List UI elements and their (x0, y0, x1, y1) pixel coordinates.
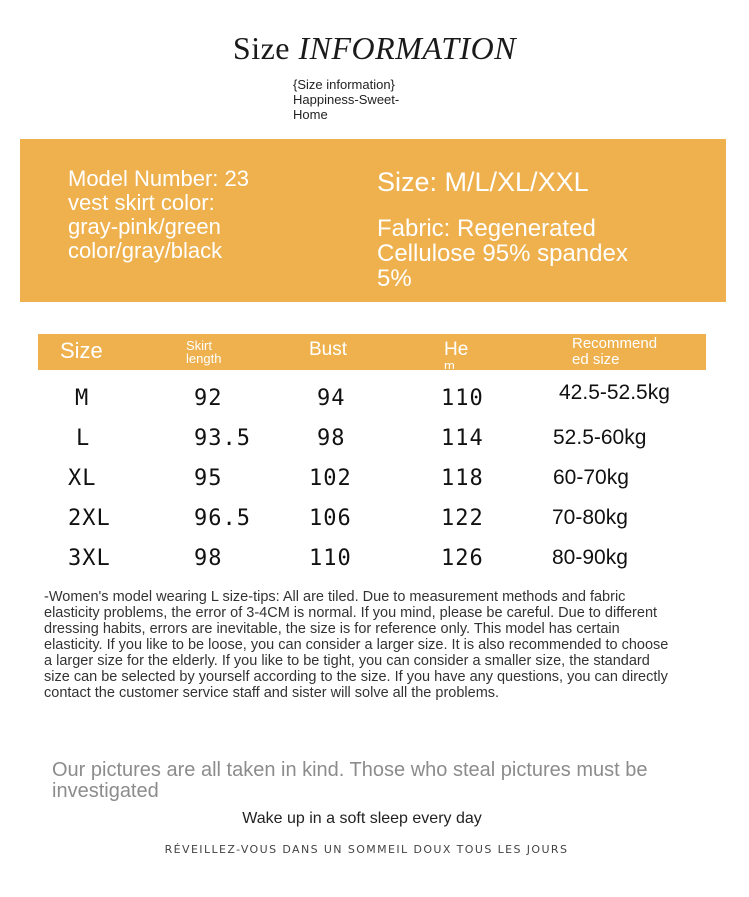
note-line: -Women's model wearing L size-tips: All are tiled. Due to measurement methods and fabric (44, 589, 626, 605)
model-line: Model Number: 23 (68, 166, 249, 191)
anti-theft-warning (52, 760, 712, 802)
cell-hem: 110 (441, 386, 484, 411)
cell-hem: 114 (441, 426, 484, 451)
title-size: Size (232, 30, 290, 66)
table-row (0, 381, 749, 426)
title-information: INFORMATION (298, 30, 517, 66)
header-skirt-line2: length (186, 351, 222, 366)
cell-bust: 110 (309, 546, 352, 571)
table-row (0, 466, 749, 506)
size-table-header (38, 334, 706, 370)
french-tagline: RÉVEILLEZ-VOUS DANS UN SOMMEIL DOUX TOUS LES JOURS (164, 843, 569, 856)
note-line: contact the customer service staff and sister will solve all the problems. (44, 685, 500, 701)
header-skirt-line1: Skirt (186, 338, 212, 353)
warning-line: investigated (52, 780, 159, 802)
cell-bust: 94 (317, 386, 346, 411)
cell-hem: 126 (441, 546, 484, 571)
warning-line: Our pictures are all taken in kind. Those who steal pictures must be (52, 759, 648, 781)
cell-bust: 106 (309, 506, 352, 531)
cell-size: L (76, 426, 91, 451)
product-info-banner (20, 139, 726, 302)
table-row (0, 546, 749, 586)
note-line: elasticity. If you like to be loose, you can consider a larger size. It is also recommended to choose (44, 637, 669, 653)
subtitle-line: Home (293, 107, 328, 122)
model-line: color/gray/black (68, 238, 223, 263)
header-skirt-length (186, 339, 221, 365)
cell-hem: 122 (441, 506, 484, 531)
cell-weight: 80-90kg (552, 546, 628, 569)
cell-size: 2XL (68, 506, 111, 531)
page-title (0, 30, 749, 67)
fabric-line: 5% (377, 265, 412, 292)
model-line: gray-pink/green (68, 214, 221, 239)
cell-weight: 60-70kg (553, 466, 629, 489)
model-info (68, 167, 308, 263)
header-recommend-line1: Recommend (572, 335, 658, 352)
note-line: size can be selected by yourself according to the size. If you have any questions, you can directly (44, 669, 668, 685)
cell-size: M (75, 386, 90, 411)
fabric-line: Cellulose 95% spandex (377, 240, 628, 267)
cell-bust: 102 (309, 466, 352, 491)
table-row (0, 426, 749, 466)
table-row (0, 506, 749, 546)
model-line: vest skirt color: (68, 190, 215, 215)
cell-size: XL (68, 466, 97, 491)
size-list: Size: M/L/XL/XXL (377, 167, 589, 197)
subtitle-line: Happiness-Sweet- (293, 92, 400, 107)
header-size: Size (60, 338, 103, 363)
note-line: elasticity problems, the error of 3-4CM is normal. If you mind, please be careful. Due to different (44, 605, 658, 621)
fabric-line: Fabric: Regenerated (377, 215, 596, 242)
note-line: a larger size for the elderly. If you like to be tight, you can consider a smaller size, the standard (44, 653, 650, 669)
cell-hem: 118 (441, 466, 484, 491)
cell-skirt: 98 (194, 546, 223, 571)
subtitle-line: {Size information} (293, 77, 395, 92)
cell-skirt: 92 (194, 386, 223, 411)
cell-skirt: 93.5 (194, 426, 251, 451)
cell-bust: 98 (317, 426, 346, 451)
header-recommend-line2: ed size (572, 351, 620, 368)
tagline: Wake up in a soft sleep every day (242, 810, 482, 827)
fabric-info (377, 216, 677, 291)
subtitle (293, 77, 433, 122)
cell-size: 3XL (68, 546, 111, 571)
header-hem-line2: m (444, 358, 455, 369)
size-tips-note (44, 589, 739, 701)
note-line: dressing habits, errors are inevitable, the size is for reference only. This model has certain (44, 621, 620, 637)
cell-weight: 42.5-52.5kg (559, 381, 670, 404)
header-bust: Bust (309, 339, 348, 360)
header-hem-line1: He (444, 339, 469, 360)
header-recommended-size (572, 336, 672, 368)
cell-weight: 70-80kg (552, 506, 628, 529)
cell-skirt: 96.5 (194, 506, 251, 531)
cell-weight: 52.5-60kg (553, 426, 647, 449)
header-hem (444, 339, 468, 369)
cell-skirt: 95 (194, 466, 223, 491)
